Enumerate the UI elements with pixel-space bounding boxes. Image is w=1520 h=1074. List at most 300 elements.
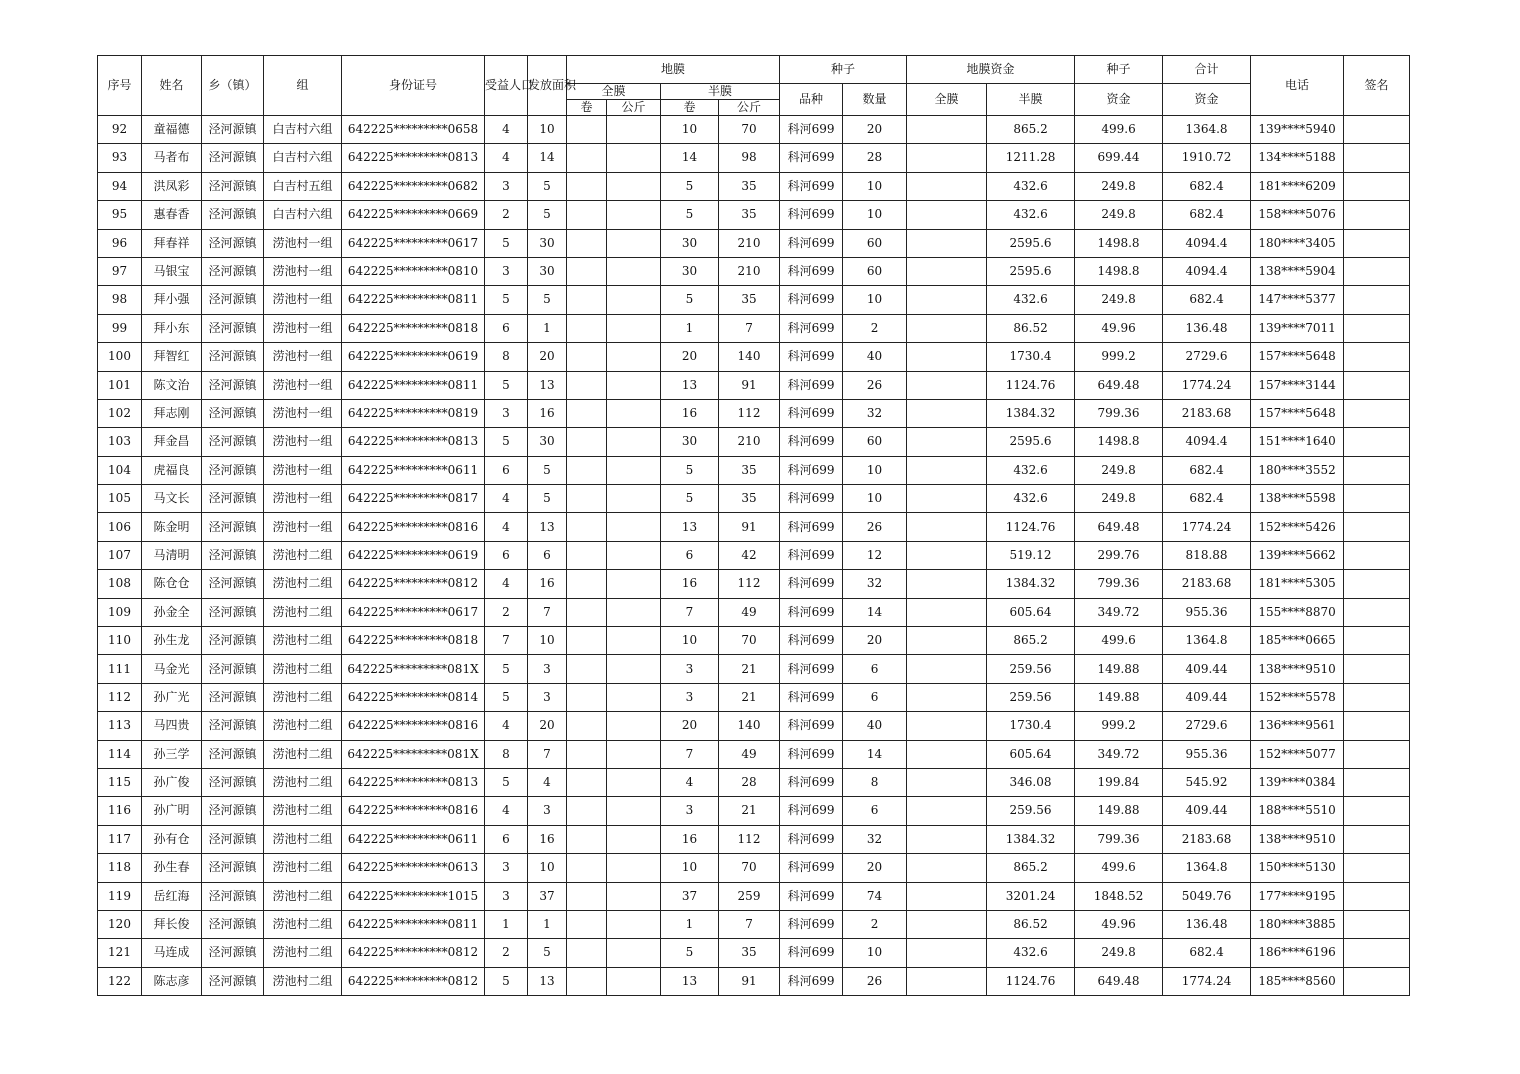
cell-full-kg (607, 712, 661, 740)
cell-variety: 科河699 (780, 314, 843, 342)
cell-seq: 92 (98, 116, 142, 144)
cell-half-roll: 16 (661, 570, 719, 598)
cell-seed-fund: 49.96 (1075, 910, 1163, 938)
cell-fund-half: 1384.32 (987, 570, 1075, 598)
cell-half-kg: 91 (719, 371, 780, 399)
cell-half-roll: 16 (661, 825, 719, 853)
table-row (98, 627, 1410, 655)
cell-phone: 181****5305 (1251, 570, 1344, 598)
cell-fund-full (907, 456, 987, 484)
cell-variety: 科河699 (780, 967, 843, 995)
table-row (98, 399, 1410, 427)
cell-fund-full (907, 399, 987, 427)
cell-town: 泾河源镇 (202, 371, 264, 399)
cell-fund-full (907, 712, 987, 740)
cell-full-roll (567, 768, 607, 796)
cell-area: 5 (528, 485, 567, 513)
cell-people: 5 (485, 371, 528, 399)
cell-town: 泾河源镇 (202, 456, 264, 484)
cell-group: 涝池村一组 (264, 286, 342, 314)
cell-fund-full (907, 768, 987, 796)
cell-group: 涝池村二组 (264, 570, 342, 598)
header-full-film: 全膜 (567, 84, 661, 100)
cell-seq: 122 (98, 967, 142, 995)
cell-name: 陈文治 (142, 371, 202, 399)
cell-sign (1344, 683, 1410, 711)
cell-town: 泾河源镇 (202, 314, 264, 342)
cell-town: 泾河源镇 (202, 967, 264, 995)
cell-fund-half: 1124.76 (987, 967, 1075, 995)
cell-people: 8 (485, 343, 528, 371)
cell-town: 泾河源镇 (202, 513, 264, 541)
cell-fund-half: 865.2 (987, 854, 1075, 882)
cell-fund-half: 1384.32 (987, 825, 1075, 853)
cell-seed-fund: 799.36 (1075, 825, 1163, 853)
cell-seq: 102 (98, 399, 142, 427)
cell-sign (1344, 428, 1410, 456)
cell-sign (1344, 967, 1410, 995)
cell-fund-half: 2595.6 (987, 428, 1075, 456)
cell-id: 642225*********081X (342, 740, 485, 768)
cell-phone: 185****0665 (1251, 627, 1344, 655)
cell-total: 818.88 (1163, 541, 1251, 569)
cell-group: 涝池村一组 (264, 513, 342, 541)
cell-variety: 科河699 (780, 910, 843, 938)
cell-area: 4 (528, 768, 567, 796)
cell-people: 5 (485, 428, 528, 456)
cell-total: 136.48 (1163, 910, 1251, 938)
cell-seq: 116 (98, 797, 142, 825)
cell-fund-half: 2595.6 (987, 229, 1075, 257)
cell-half-kg: 70 (719, 854, 780, 882)
cell-sign (1344, 513, 1410, 541)
table-row (98, 854, 1410, 882)
cell-phone: 152****5077 (1251, 740, 1344, 768)
cell-total: 955.36 (1163, 598, 1251, 626)
cell-id: 642225*********0816 (342, 712, 485, 740)
header-id: 身份证号 (342, 56, 485, 116)
cell-half-kg: 21 (719, 797, 780, 825)
cell-full-kg (607, 939, 661, 967)
cell-id: 642225*********0611 (342, 456, 485, 484)
header-town: 乡（镇） (202, 56, 264, 116)
cell-fund-half: 432.6 (987, 286, 1075, 314)
cell-variety: 科河699 (780, 882, 843, 910)
cell-half-kg: 21 (719, 655, 780, 683)
cell-variety: 科河699 (780, 541, 843, 569)
cell-half-kg: 7 (719, 314, 780, 342)
cell-fund-full (907, 683, 987, 711)
cell-area: 10 (528, 854, 567, 882)
cell-seq: 109 (98, 598, 142, 626)
cell-sign (1344, 343, 1410, 371)
cell-variety: 科河699 (780, 712, 843, 740)
cell-people: 8 (485, 740, 528, 768)
cell-fund-full (907, 541, 987, 569)
cell-id: 642225*********0817 (342, 485, 485, 513)
cell-people: 5 (485, 768, 528, 796)
cell-people: 3 (485, 882, 528, 910)
cell-group: 涝池村二组 (264, 655, 342, 683)
cell-group: 涝池村一组 (264, 456, 342, 484)
cell-town: 泾河源镇 (202, 343, 264, 371)
cell-group: 涝池村二组 (264, 910, 342, 938)
cell-phone: 180****3552 (1251, 456, 1344, 484)
cell-name: 马银宝 (142, 257, 202, 285)
cell-name: 孙金全 (142, 598, 202, 626)
cell-variety: 科河699 (780, 286, 843, 314)
cell-town: 泾河源镇 (202, 485, 264, 513)
cell-group: 涝池村二组 (264, 541, 342, 569)
cell-seed-fund: 799.36 (1075, 399, 1163, 427)
cell-qty: 10 (843, 286, 907, 314)
cell-phone: 177****9195 (1251, 882, 1344, 910)
cell-id: 642225*********0619 (342, 541, 485, 569)
cell-people: 2 (485, 939, 528, 967)
cell-qty: 32 (843, 570, 907, 598)
cell-variety: 科河699 (780, 257, 843, 285)
cell-id: 642225*********1015 (342, 882, 485, 910)
cell-town: 泾河源镇 (202, 683, 264, 711)
cell-fund-full (907, 910, 987, 938)
cell-seq: 99 (98, 314, 142, 342)
cell-id: 642225*********0813 (342, 144, 485, 172)
cell-seed-fund: 1498.8 (1075, 257, 1163, 285)
cell-qty: 10 (843, 456, 907, 484)
cell-variety: 科河699 (780, 768, 843, 796)
cell-half-roll: 7 (661, 740, 719, 768)
table-row (98, 428, 1410, 456)
cell-full-kg (607, 428, 661, 456)
cell-seed-fund: 249.8 (1075, 286, 1163, 314)
cell-full-kg (607, 485, 661, 513)
cell-town: 泾河源镇 (202, 229, 264, 257)
cell-half-roll: 5 (661, 939, 719, 967)
cell-qty: 10 (843, 485, 907, 513)
cell-fund-half: 1384.32 (987, 399, 1075, 427)
cell-fund-full (907, 655, 987, 683)
cell-half-roll: 5 (661, 286, 719, 314)
cell-group: 白吉村六组 (264, 201, 342, 229)
cell-id: 642225*********0813 (342, 428, 485, 456)
cell-group: 白吉村六组 (264, 144, 342, 172)
cell-name: 洪凤彩 (142, 172, 202, 200)
cell-phone: 152****5426 (1251, 513, 1344, 541)
header-half-roll: 卷 (661, 100, 719, 116)
cell-group: 涝池村二组 (264, 854, 342, 882)
cell-sign (1344, 399, 1410, 427)
cell-half-roll: 3 (661, 683, 719, 711)
cell-full-kg (607, 627, 661, 655)
cell-fund-half: 432.6 (987, 456, 1075, 484)
cell-seed-fund: 349.72 (1075, 740, 1163, 768)
cell-seed-fund: 199.84 (1075, 768, 1163, 796)
cell-variety: 科河699 (780, 740, 843, 768)
cell-people: 4 (485, 513, 528, 541)
cell-seed-fund: 249.8 (1075, 485, 1163, 513)
cell-full-kg (607, 286, 661, 314)
cell-qty: 6 (843, 655, 907, 683)
cell-qty: 10 (843, 172, 907, 200)
cell-name: 陈志彦 (142, 967, 202, 995)
cell-total: 4094.4 (1163, 257, 1251, 285)
cell-full-kg (607, 116, 661, 144)
cell-full-kg (607, 172, 661, 200)
cell-area: 20 (528, 712, 567, 740)
cell-phone: 151****1640 (1251, 428, 1344, 456)
cell-half-roll: 13 (661, 513, 719, 541)
header-film-fund: 地膜资金 (907, 56, 1075, 84)
cell-name: 拜志刚 (142, 399, 202, 427)
cell-group: 涝池村一组 (264, 399, 342, 427)
cell-seq: 97 (98, 257, 142, 285)
header-qty: 数量 (843, 84, 907, 116)
cell-id: 642225*********0811 (342, 371, 485, 399)
cell-fund-half: 605.64 (987, 598, 1075, 626)
cell-seq: 98 (98, 286, 142, 314)
cell-variety: 科河699 (780, 825, 843, 853)
cell-total: 682.4 (1163, 286, 1251, 314)
cell-name: 马清明 (142, 541, 202, 569)
cell-area: 14 (528, 144, 567, 172)
table-row (98, 343, 1410, 371)
cell-half-kg: 7 (719, 910, 780, 938)
cell-people: 1 (485, 910, 528, 938)
cell-total: 1774.24 (1163, 967, 1251, 995)
cell-id: 642225*********0658 (342, 116, 485, 144)
cell-group: 涝池村二组 (264, 627, 342, 655)
cell-fund-half: 2595.6 (987, 257, 1075, 285)
cell-name: 拜春祥 (142, 229, 202, 257)
cell-name: 马者布 (142, 144, 202, 172)
cell-qty: 40 (843, 712, 907, 740)
cell-half-roll: 3 (661, 655, 719, 683)
cell-phone: 152****5578 (1251, 683, 1344, 711)
cell-group: 涝池村二组 (264, 882, 342, 910)
cell-variety: 科河699 (780, 598, 843, 626)
cell-name: 拜智红 (142, 343, 202, 371)
cell-full-roll (567, 627, 607, 655)
cell-seed-fund: 499.6 (1075, 116, 1163, 144)
cell-name: 马四贵 (142, 712, 202, 740)
cell-id: 642225*********0812 (342, 570, 485, 598)
cell-group: 涝池村一组 (264, 485, 342, 513)
cell-full-kg (607, 399, 661, 427)
cell-sign (1344, 740, 1410, 768)
cell-seq: 100 (98, 343, 142, 371)
cell-sign (1344, 257, 1410, 285)
cell-full-roll (567, 910, 607, 938)
cell-half-kg: 42 (719, 541, 780, 569)
cell-id: 642225*********0812 (342, 967, 485, 995)
cell-group: 涝池村一组 (264, 257, 342, 285)
cell-half-kg: 21 (719, 683, 780, 711)
header-half-kg: 公斤 (719, 100, 780, 116)
cell-town: 泾河源镇 (202, 286, 264, 314)
cell-full-kg (607, 967, 661, 995)
header-group: 组 (264, 56, 342, 116)
header-seed-fund: 资金 (1075, 84, 1163, 116)
cell-qty: 32 (843, 399, 907, 427)
cell-fund-half: 519.12 (987, 541, 1075, 569)
cell-half-kg: 140 (719, 712, 780, 740)
cell-seq: 93 (98, 144, 142, 172)
cell-full-roll (567, 712, 607, 740)
cell-seed-fund: 999.2 (1075, 712, 1163, 740)
cell-sign (1344, 314, 1410, 342)
table-row (98, 598, 1410, 626)
cell-town: 泾河源镇 (202, 201, 264, 229)
cell-phone: 185****8560 (1251, 967, 1344, 995)
table-row (98, 683, 1410, 711)
cell-group: 涝池村一组 (264, 371, 342, 399)
cell-full-roll (567, 882, 607, 910)
cell-fund-full (907, 513, 987, 541)
cell-group: 涝池村一组 (264, 428, 342, 456)
table-row (98, 485, 1410, 513)
header-half-film: 半膜 (661, 84, 780, 100)
cell-full-roll (567, 286, 607, 314)
cell-name: 孙生春 (142, 854, 202, 882)
header-film: 地膜 (567, 56, 780, 84)
cell-people: 2 (485, 201, 528, 229)
cell-seed-fund: 149.88 (1075, 797, 1163, 825)
cell-group: 涝池村二组 (264, 598, 342, 626)
cell-variety: 科河699 (780, 172, 843, 200)
cell-half-roll: 30 (661, 428, 719, 456)
table-row (98, 229, 1410, 257)
cell-fund-half: 259.56 (987, 655, 1075, 683)
cell-half-roll: 13 (661, 371, 719, 399)
cell-sign (1344, 598, 1410, 626)
cell-name: 孙广光 (142, 683, 202, 711)
cell-people: 4 (485, 485, 528, 513)
cell-half-roll: 1 (661, 910, 719, 938)
cell-town: 泾河源镇 (202, 797, 264, 825)
cell-variety: 科河699 (780, 116, 843, 144)
cell-qty: 20 (843, 116, 907, 144)
cell-people: 4 (485, 712, 528, 740)
cell-sign (1344, 939, 1410, 967)
cell-half-kg: 112 (719, 570, 780, 598)
cell-fund-full (907, 229, 987, 257)
cell-people: 5 (485, 229, 528, 257)
cell-sign (1344, 797, 1410, 825)
cell-fund-half: 259.56 (987, 683, 1075, 711)
cell-full-roll (567, 541, 607, 569)
cell-phone: 157****5648 (1251, 399, 1344, 427)
cell-area: 37 (528, 882, 567, 910)
cell-half-roll: 4 (661, 768, 719, 796)
header-sign: 签名 (1344, 56, 1410, 116)
cell-phone: 158****5076 (1251, 201, 1344, 229)
cell-people: 5 (485, 683, 528, 711)
header-area: 发放面积 (528, 56, 567, 116)
cell-fund-full (907, 343, 987, 371)
cell-half-kg: 112 (719, 399, 780, 427)
cell-phone: 139****5662 (1251, 541, 1344, 569)
cell-variety: 科河699 (780, 371, 843, 399)
cell-total: 4094.4 (1163, 428, 1251, 456)
cell-name: 孙生龙 (142, 627, 202, 655)
cell-total: 1364.8 (1163, 116, 1251, 144)
cell-phone: 155****8870 (1251, 598, 1344, 626)
cell-sign (1344, 655, 1410, 683)
cell-full-kg (607, 598, 661, 626)
table-row (98, 712, 1410, 740)
cell-full-roll (567, 825, 607, 853)
cell-full-kg (607, 854, 661, 882)
cell-area: 1 (528, 910, 567, 938)
cell-half-roll: 6 (661, 541, 719, 569)
cell-seq: 107 (98, 541, 142, 569)
cell-name: 岳红海 (142, 882, 202, 910)
cell-town: 泾河源镇 (202, 740, 264, 768)
cell-qty: 60 (843, 428, 907, 456)
cell-sign (1344, 910, 1410, 938)
cell-name: 孙有仓 (142, 825, 202, 853)
cell-area: 5 (528, 172, 567, 200)
cell-group: 涝池村二组 (264, 967, 342, 995)
cell-id: 642225*********0811 (342, 910, 485, 938)
cell-qty: 74 (843, 882, 907, 910)
cell-total: 682.4 (1163, 172, 1251, 200)
cell-people: 4 (485, 144, 528, 172)
cell-seed-fund: 249.8 (1075, 939, 1163, 967)
cell-total: 409.44 (1163, 797, 1251, 825)
cell-seed-fund: 249.8 (1075, 201, 1163, 229)
cell-fund-full (907, 967, 987, 995)
cell-people: 6 (485, 314, 528, 342)
cell-full-kg (607, 229, 661, 257)
cell-qty: 2 (843, 314, 907, 342)
cell-full-roll (567, 116, 607, 144)
cell-qty: 10 (843, 201, 907, 229)
table-row (98, 825, 1410, 853)
cell-people: 5 (485, 655, 528, 683)
cell-fund-half: 1211.28 (987, 144, 1075, 172)
cell-area: 5 (528, 939, 567, 967)
table-row (98, 314, 1410, 342)
cell-full-roll (567, 740, 607, 768)
cell-total: 682.4 (1163, 201, 1251, 229)
cell-total: 682.4 (1163, 485, 1251, 513)
cell-fund-full (907, 797, 987, 825)
cell-fund-half: 1730.4 (987, 712, 1075, 740)
cell-id: 642225*********0812 (342, 939, 485, 967)
cell-people: 4 (485, 797, 528, 825)
cell-qty: 10 (843, 939, 907, 967)
cell-fund-half: 432.6 (987, 485, 1075, 513)
cell-total: 2183.68 (1163, 570, 1251, 598)
cell-area: 30 (528, 257, 567, 285)
cell-half-roll: 1 (661, 314, 719, 342)
cell-seed-fund: 49.96 (1075, 314, 1163, 342)
table-row (98, 371, 1410, 399)
cell-group: 涝池村一组 (264, 343, 342, 371)
cell-seed-fund: 649.48 (1075, 513, 1163, 541)
cell-sign (1344, 854, 1410, 882)
cell-qty: 20 (843, 854, 907, 882)
cell-half-roll: 5 (661, 172, 719, 200)
cell-phone: 180****3405 (1251, 229, 1344, 257)
cell-town: 泾河源镇 (202, 627, 264, 655)
cell-area: 16 (528, 399, 567, 427)
cell-area: 10 (528, 627, 567, 655)
table-row (98, 797, 1410, 825)
cell-area: 20 (528, 343, 567, 371)
table-row (98, 201, 1410, 229)
